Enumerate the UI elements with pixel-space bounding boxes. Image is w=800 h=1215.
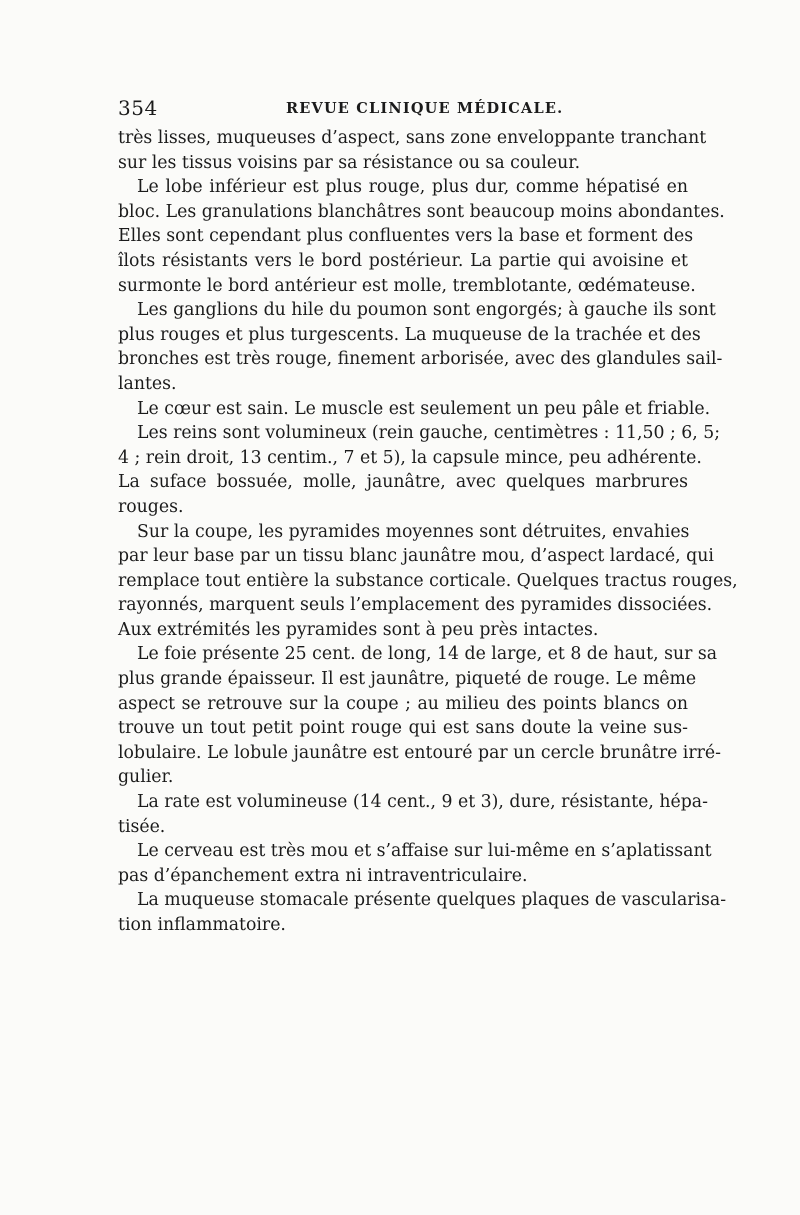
text-line: sur les tissus voisins par sa résistance ou sa couleur. (118, 152, 581, 173)
text-line: par leur base par un tissu blanc jaunâtre mou, d’aspect lardacé, qui (118, 546, 714, 567)
text-line: La rate est volumineuse (14 cent., 9 et 3), dure, résistante, hépa- (137, 792, 708, 813)
text-line: pas d’épanchement extra ni intraventriculaire. (118, 865, 528, 886)
text-line: rayonnés, marquent seuls l’emplacement des pyramides dissociées. (118, 595, 713, 616)
text-line: surmonte le bord antérieur est molle, tremblotante, œdémateuse. (118, 275, 696, 296)
text-line: Le cœur est sain. Le muscle est seulement un peu pâle et friable. (137, 398, 711, 419)
text-line: très lisses, muqueuses d’aspect, sans zone enveloppante tranchant (118, 128, 707, 148)
text-line: Les reins sont volumineux (rein gauche, centimètres : 11,50 ; 6, 5; (137, 423, 721, 444)
text-line: bloc. Les granulations blanchâtres sont beaucoup moins abondantes. (118, 201, 725, 222)
text-line: Le lobe inférieur est plus rouge, plus dur, comme hépatisé en (137, 177, 688, 198)
text-line: bronches est très rouge, finement arborisée, avec des glandules sail- (118, 349, 723, 370)
text-line: remplace tout entière la substance corticale. Quelques tractus rouges, (118, 570, 738, 591)
text-line: Sur la coupe, les pyramides moyennes sont détruites, envahies (137, 521, 690, 542)
text-line: rouges. (118, 496, 184, 517)
text-line: Le foie présente 25 cent. de long, 14 de large, et 8 de haut, sur sa (137, 644, 718, 665)
text-line: La muqueuse stomacale présente quelques plaques de vascularisa- (137, 890, 727, 911)
text-line: Aux extrémités les pyramides sont à peu près intactes. (118, 619, 599, 640)
text-line: lantes. (118, 373, 177, 394)
text-line: îlots résistants vers le bord postérieur. La partie qui avoisine et (118, 250, 688, 271)
text-line: 4 ; rein droit, 13 centim., 7 et 5), la capsule mince, peu adhérente. (118, 447, 702, 468)
body-text (118, 126, 738, 938)
text-line: lobulaire. Le lobule jaunâtre est entouré par un cercle brunâtre irré- (118, 742, 721, 763)
text-line: Le cerveau est très mou et s’affaise sur lui-même en s’aplatissant (137, 841, 712, 862)
text-line: plus grande épaisseur. Il est jaunâtre, piqueté de rouge. Le même (118, 669, 697, 690)
text-line: plus rouges et plus turgescents. La muqueuse de la trachée et des (118, 324, 701, 345)
page-number: 354 (118, 96, 158, 120)
page-header (118, 96, 678, 124)
text-line: trouve un tout petit point rouge qui est sans doute la veine sus- (118, 718, 688, 739)
running-title: REVUE CLINIQUE MÉDICALE. (286, 100, 564, 117)
text-line: La suface bossuée, molle, jaunâtre, avec quelques marbrures (118, 472, 688, 493)
text-line: Elles sont cependant plus confluentes vers la base et forment des (118, 226, 694, 247)
text-line: tisée. (118, 816, 166, 837)
text-line: tion inflammatoire. (118, 915, 286, 935)
text-line: gulier. (118, 767, 174, 788)
text-line: aspect se retrouve sur la coupe ; au milieu des points blancs on (118, 693, 688, 714)
text-line: Les ganglions du hile du poumon sont engorgés; à gauche ils sont (137, 300, 716, 321)
